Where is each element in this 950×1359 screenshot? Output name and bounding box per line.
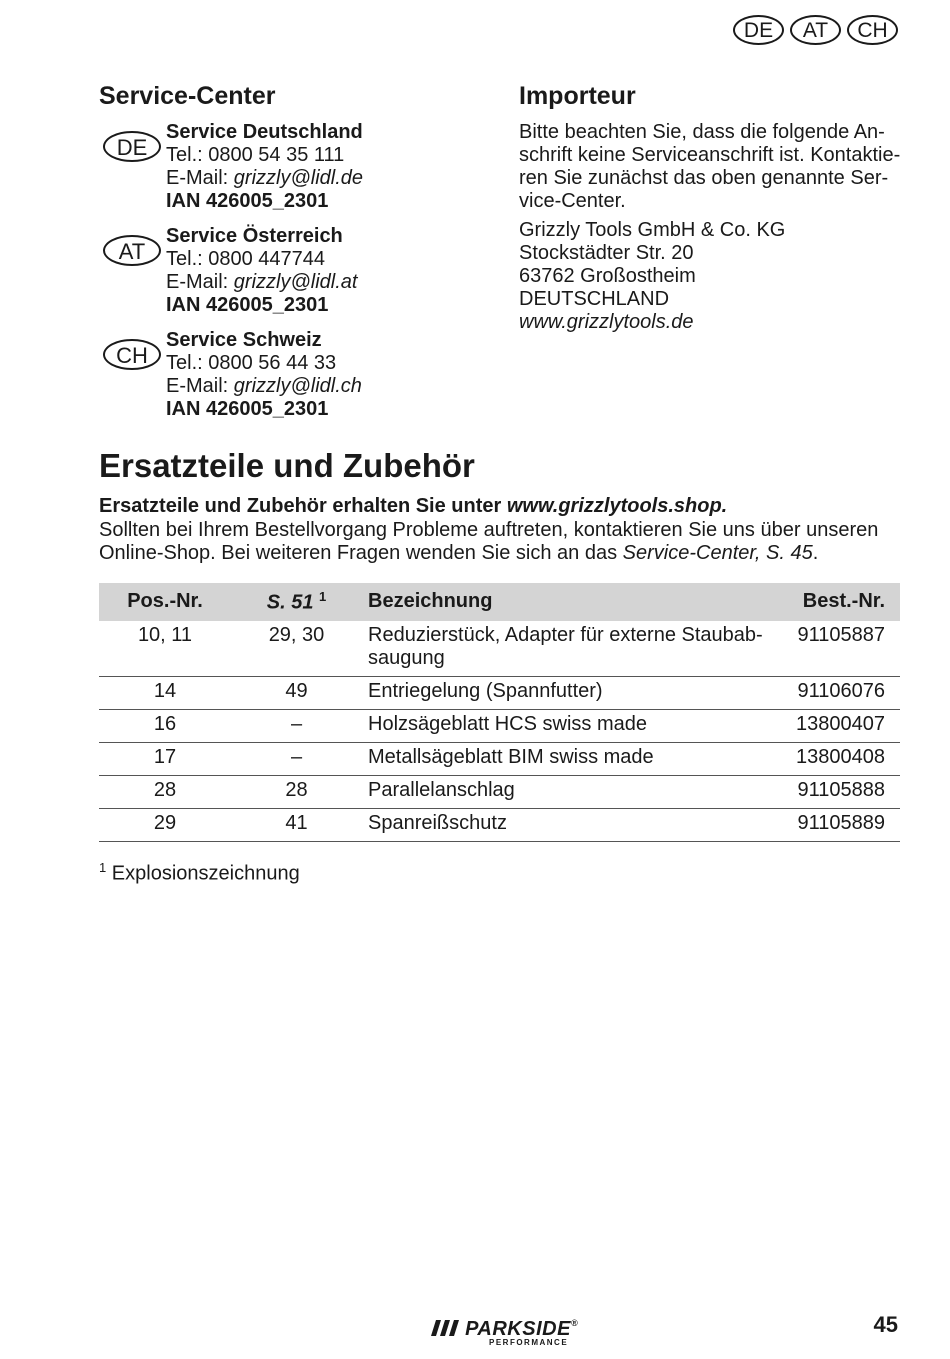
importer-website-link[interactable]: www.grizzlytools.de	[519, 311, 694, 333]
service-entry-de	[99, 121, 499, 213]
intro-line: Sollten bei Ihrem Bestellvorgang Probleme auftreten, kontaktieren Sie uns über unseren	[99, 518, 879, 541]
service-email-line	[166, 167, 499, 190]
cell-order: 13800408	[796, 745, 885, 768]
country-badge: AT	[103, 235, 161, 266]
importer-city: 63762 Großostheim	[519, 265, 696, 287]
cell-pos: 17	[153, 745, 177, 768]
table-row	[99, 775, 900, 808]
cell-order: 13800407	[796, 712, 885, 735]
service-center-reference: Service-Center, S. 45	[622, 542, 813, 564]
notice-line: ren Sie zunächst das oben genannte Ser-	[519, 167, 889, 189]
email-label: E-Mail:	[166, 375, 234, 397]
spare-parts-section	[99, 447, 900, 885]
service-tel: Tel.: 0800 56 44 33	[166, 352, 337, 374]
shop-link[interactable]: www.grizzlytools.shop.	[506, 495, 728, 517]
cell-desc: Metallsägeblatt BIM swiss made	[368, 745, 654, 768]
cell-page: –	[290, 712, 303, 735]
importer-company: Grizzly Tools GmbH & Co. KG	[519, 219, 786, 241]
badge-at: AT	[790, 15, 841, 45]
table-row	[99, 621, 900, 677]
cell-pos: 14	[153, 679, 177, 702]
intro-bold: Ersatzteile und Zubehör erhalten Sie unter	[99, 495, 507, 517]
spare-parts-intro	[99, 495, 900, 566]
service-entry-ch	[99, 329, 499, 421]
cell-desc: Entriegelung (Spannfutter)	[368, 679, 603, 702]
desc-line: Reduzierstück, Adapter für externe Staubab-	[368, 623, 763, 646]
footnote-marker: 1	[99, 859, 107, 875]
importer-title: Importeur	[519, 82, 636, 110]
service-ian: IAN 426005_2301	[166, 190, 329, 212]
badge-ch: CH	[847, 15, 898, 45]
country-badge: DE	[103, 131, 161, 162]
country-badges	[733, 15, 898, 45]
cell-page: 28	[285, 778, 308, 801]
badge-de: DE	[733, 15, 784, 45]
col-header-pos: Pos.-Nr.	[127, 590, 203, 612]
importer-street: Stockstädter Str. 20	[519, 242, 694, 264]
service-name: Service Österreich	[166, 225, 343, 247]
intro-line: Online-Shop. Bei weiteren Fragen wenden Sie sich an das	[99, 542, 623, 564]
service-name: Service Deutschland	[166, 121, 363, 143]
cell-order: 91105888	[797, 778, 885, 801]
notice-line: Bitte beachten Sie, dass die folgende An-	[519, 121, 885, 143]
cell-desc: Spanreißschutz	[368, 811, 507, 834]
cell-order: 91105887	[797, 623, 885, 646]
col-header-page	[231, 583, 362, 621]
logo-subtitle: PERFORMANCE	[489, 1338, 569, 1347]
importer-notice	[519, 121, 899, 213]
footnote	[99, 860, 900, 886]
email-link[interactable]: grizzly@lidl.ch	[233, 375, 362, 397]
email-label: E-Mail:	[166, 167, 234, 189]
table-row	[99, 709, 900, 742]
service-center-title: Service-Center	[99, 82, 276, 110]
cell-order: 91105889	[797, 811, 885, 834]
col-header-order: Best.-Nr.	[802, 590, 885, 612]
cell-pos: 10, 11	[137, 623, 193, 646]
email-label: E-Mail:	[166, 271, 234, 293]
email-link[interactable]: grizzly@lidl.de	[233, 167, 364, 189]
service-tel: Tel.: 0800 54 35 111	[166, 144, 345, 166]
country-badge: CH	[103, 339, 161, 370]
parkside-logo	[431, 1318, 591, 1347]
cell-desc: Parallelanschlag	[368, 778, 515, 801]
service-center-section	[99, 82, 499, 433]
cell-page: –	[290, 745, 303, 768]
service-ian: IAN 426005_2301	[166, 294, 329, 316]
table-row	[99, 808, 900, 841]
notice-line: schrift keine Serviceanschrift ist. Kontaktie-	[519, 144, 901, 166]
desc-line: saugung	[368, 646, 445, 669]
cell-page: 29, 30	[268, 623, 325, 646]
logo-stripes-icon	[431, 1320, 459, 1336]
page-header-text: S. 51	[266, 591, 314, 614]
footnote-text: Explosionszeichnung	[111, 862, 300, 885]
cell-order: 91106076	[797, 679, 885, 702]
table-row	[99, 742, 900, 775]
page-number: 45	[873, 1312, 898, 1337]
table-row	[99, 676, 900, 709]
page-header-sup: 1	[319, 588, 327, 604]
service-ian: IAN 426005_2301	[166, 398, 329, 420]
cell-desc	[362, 621, 778, 677]
notice-line: vice-Center.	[519, 190, 626, 212]
logo-registered: ®	[570, 1318, 579, 1328]
service-tel: Tel.: 0800 447744	[166, 248, 326, 270]
cell-pos: 16	[153, 712, 177, 735]
cell-pos: 29	[153, 811, 177, 834]
col-header-desc: Bezeichnung	[368, 590, 493, 612]
service-email-line	[166, 271, 499, 294]
cell-pos: 28	[153, 778, 177, 801]
service-name: Service Schweiz	[166, 329, 322, 351]
spare-parts-table	[99, 583, 900, 842]
service-entry-at	[99, 225, 499, 317]
logo-brand: PARKSIDE	[465, 1318, 571, 1340]
table-header-row	[99, 583, 900, 621]
cell-page: 49	[285, 679, 308, 702]
importer-country: DEUTSCHLAND	[519, 288, 670, 310]
importer-section	[519, 82, 899, 334]
spare-parts-title: Ersatzteile und Zubehör	[99, 447, 475, 484]
service-email-line	[166, 375, 499, 398]
cell-page: 41	[285, 811, 308, 834]
cell-desc: Holzsägeblatt HCS swiss made	[368, 712, 647, 735]
email-link[interactable]: grizzly@lidl.at	[233, 271, 358, 293]
intro-end: .	[812, 542, 819, 564]
